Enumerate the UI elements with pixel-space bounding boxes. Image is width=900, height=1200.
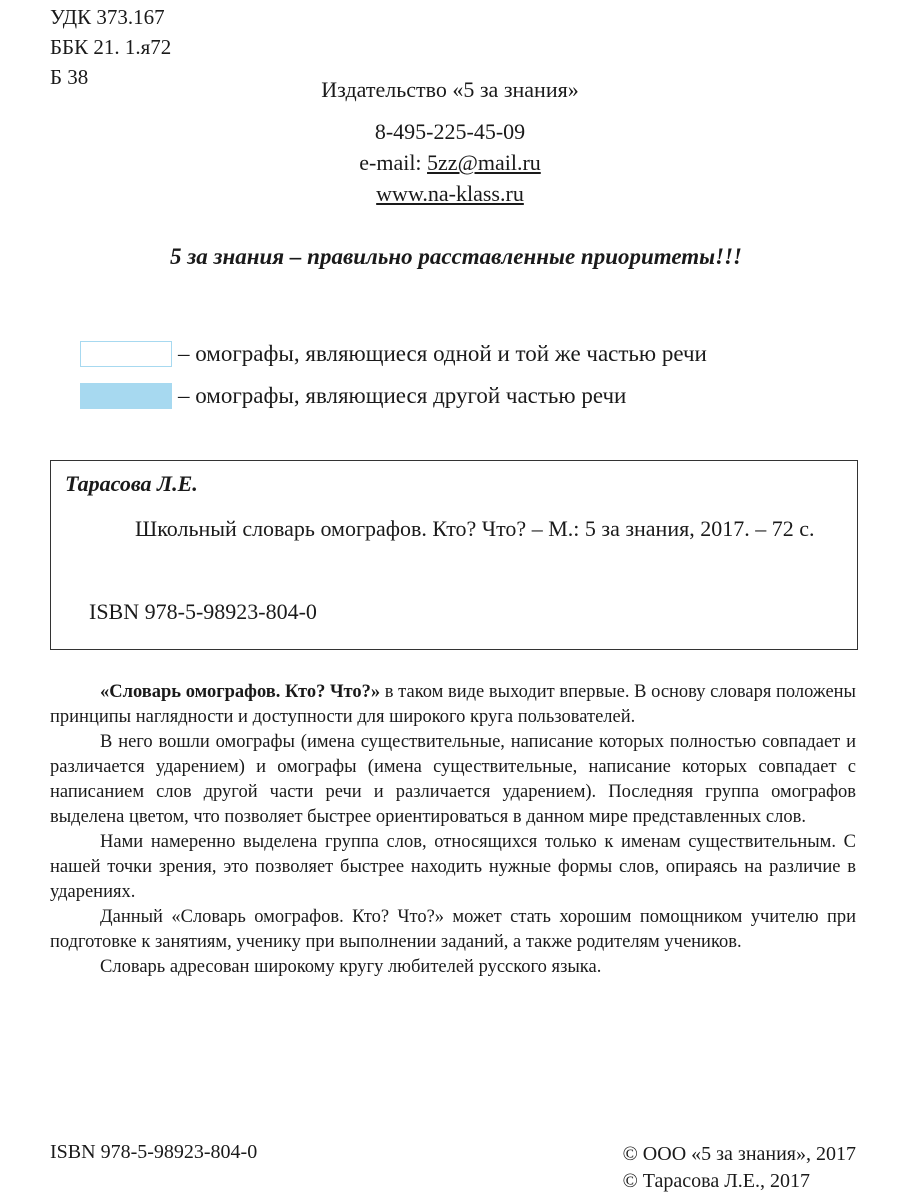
abstract-paragraph: Данный «Словарь омографов. Кто? Что?» может стать хорошим помощником учителю при подготовке к занятиям, ученику при выполнении заданий, а также родителям учеников. [50, 907, 856, 952]
catalog-card [50, 460, 858, 650]
copyright-block [623, 1141, 856, 1195]
dictionary-title: «Словарь омографов. Кто? Что?» [100, 682, 381, 702]
footer-isbn: ISBN 978-5-98923-804-0 [50, 1141, 258, 1163]
abstract-paragraph: В него вошли омографы (имена существительные, написание которых полностью совпадает и различается ударением) и омографы (имена существительные, написание которых совпадает с написанием слов другой части речи и различается ударением). Последняя группа омографов выделена цветом, что позволяет быстрее ориентироваться в данном мире представленных слов. [50, 732, 856, 827]
publisher-name: Издательство «5 за знания» [321, 77, 579, 102]
bbk-code: ББК 21. 1.я72 [50, 35, 172, 59]
abstract-paragraph: «Словарь омографов. Кто? Что?» в таком виде выходит впервые. В основу словаря положены принципы наглядности и доступности для широкого круга пользователей. [50, 682, 856, 727]
copyright-publisher: © ООО «5 за знания», 2017 [622, 1143, 856, 1165]
legend-swatch-outline [80, 341, 172, 367]
website-link[interactable]: www.na-klass.ru [376, 181, 524, 206]
publisher-contacts [0, 116, 900, 209]
legend-label: – омографы, являющиеся другой частью речи [178, 383, 627, 408]
legend-label: – омографы, являющиеся одной и той же частью речи [178, 341, 707, 366]
legend-item-other-part-of-speech [80, 378, 626, 414]
slogan: 5 за знания – правильно расставленные приоритеты!!! [170, 244, 742, 269]
card-description: Школьный словарь омографов. Кто? Что? – М.: 5 за знания, 2017. – 72 с. [135, 516, 815, 541]
phone-number: 8-495-225-45-09 [374, 119, 526, 144]
legend-swatch-filled [80, 383, 172, 409]
abstract-paragraph: Нами намеренно выделена группа слов, относящихся только к именам существительным. С нашей точки зрения, это позволяет быстрее находить нужные формы слов, опираясь на различие в ударениях. [50, 832, 856, 902]
abstract-paragraph: Словарь адресован широкому кругу любителей русского языка. [100, 957, 602, 977]
email-link[interactable]: 5zz@mail.ru [427, 150, 541, 175]
legend-item-same-part-of-speech [80, 336, 707, 372]
card-author: Тарасова Л.Е. [65, 471, 198, 496]
website-line [0, 178, 900, 209]
abstract [50, 680, 856, 980]
email-label: e-mail: [359, 150, 428, 175]
author-mark: Б 38 [50, 65, 89, 89]
card-isbn: ISBN 978-5-98923-804-0 [89, 599, 317, 624]
udk-code: УДК 373.167 [50, 5, 165, 29]
copyright-author: © Тарасова Л.Е., 2017 [622, 1170, 810, 1192]
email-line [0, 147, 900, 178]
